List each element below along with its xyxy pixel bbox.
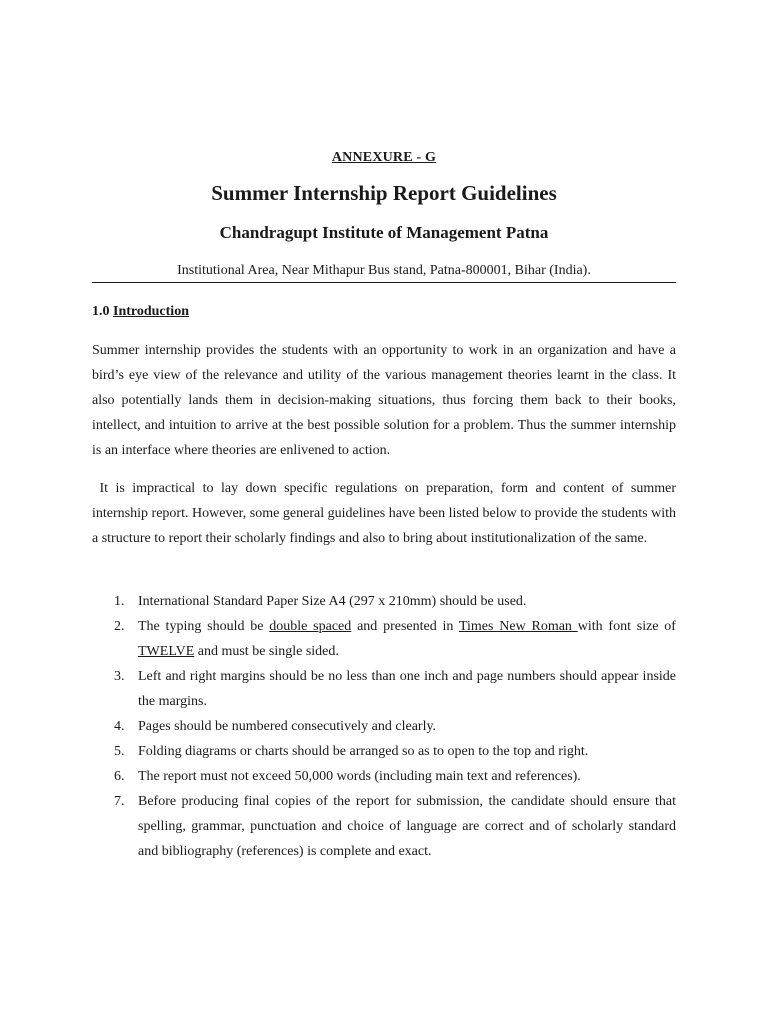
emphasis-font-name: Times New Roman [458,619,578,634]
page-title: Summer Internship Report Guidelines [211,181,557,205]
emphasis-font-size: TWELVE [138,644,195,659]
intro-paragraph-2-text: It is impractical to lay down specific regulations on preparation, form and content of summer internship report. However, some general guidelines have been listed below to provide the students with a structure to report their scholarly findings and also to bring about institutionalization of the same. [92,481,677,546]
list-item-number: 5. [114,744,125,759]
list-item-number: 4. [114,719,125,734]
institute-name: Chandragupt Institute of Management Patna [219,223,549,242]
list-item-text: Pages should be numbered consecutively and clearly. [138,719,437,734]
list-item-text-part: with font size of [577,619,676,634]
section-name: Introduction [113,304,189,319]
list-item-number: 2. [114,619,125,634]
emphasis-double-spaced: double spaced [269,619,352,634]
section-heading [92,304,189,320]
list-item-text: Left and right margins should be no less than one inch and page numbers should appear inside the margins. [138,669,676,709]
list-item-text: International Standard Paper Size A4 (297 x 210mm) should be used. [138,594,527,609]
list-item-text: Before producing final copies of the report for submission, the candidate should ensure that spelling, grammar, punctuation and choice of language are correct and of scholarly standard and bibliography (references) is complete and exact. [138,794,676,859]
section-number: 1.0 [92,304,110,319]
list-item [92,589,676,614]
list-item-text-part: The typing should be [138,619,270,634]
list-item-text: Folding diagrams or charts should be arranged so as to open to the top and right. [138,744,589,759]
intro-paragraph-1: Summer internship provides the students with an opportunity to work in an organization and have a bird’s eye view of the relevance and utility of the various management theories learnt in the class. It also potentially lands them in decision-making situations, thus forcing them back to their books, intellect, and intuition to arrive at the best possible solution for a problem. Thus the summer internship is an interface where theories are enlivened to action. [92,343,676,458]
list-item [92,789,676,864]
list-item [92,714,676,739]
list-item-number: 1. [114,594,125,609]
list-item-number: 3. [114,669,125,684]
list-item-number: 7. [114,794,125,809]
list-item [92,764,676,789]
list-item [92,739,676,764]
institute-address: Institutional Area, Near Mithapur Bus stand, Patna-800001, Bihar (India). [177,263,591,278]
list-item-number: 6. [114,769,125,784]
list-item [92,614,676,664]
annexure-label: ANNEXURE - G [331,150,437,165]
list-item-text: The report must not exceed 50,000 words (including main text and references). [138,769,581,784]
intro-paragraph-2 [92,476,676,551]
header-divider [92,282,676,283]
list-item-text-part: and must be single sided. [194,644,339,659]
list-item-text-part: and presented in [351,619,459,634]
list-item [92,664,676,714]
guidelines-list [92,589,676,864]
